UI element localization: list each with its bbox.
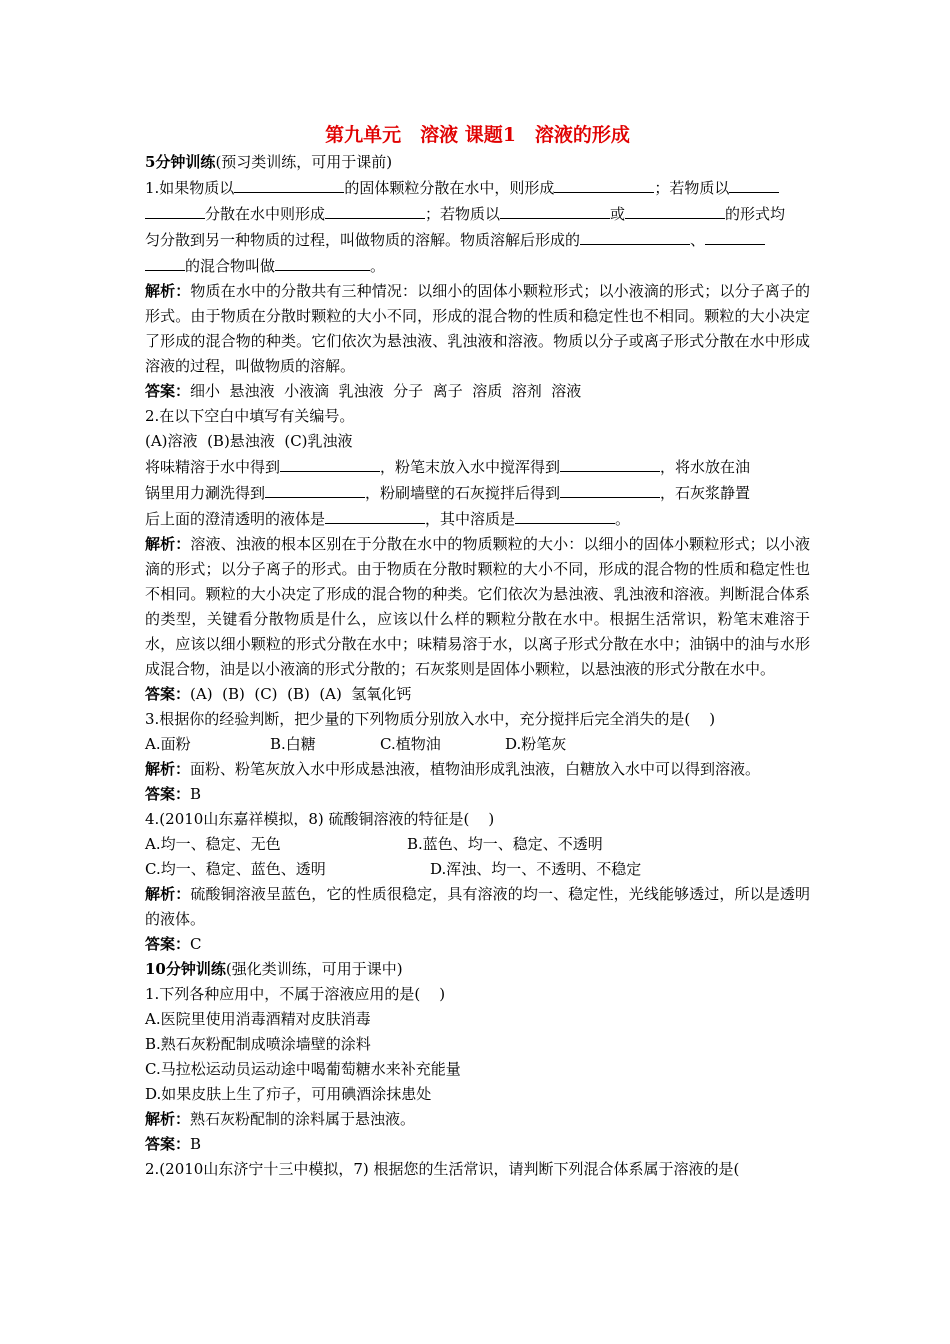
- answer-blank[interactable]: [145, 201, 205, 219]
- question-2-line-2: 锅里用力涮洗得到 ，粉刷墙壁的石灰搅拌后得到 ，石灰浆静置: [145, 480, 810, 506]
- question-1-line-3: 匀分散到另一种物质的过程，叫做物质的溶解。物质溶解后形成的 、: [145, 227, 810, 253]
- answer-blank[interactable]: [554, 175, 654, 193]
- answer-blank[interactable]: [275, 253, 370, 271]
- option-c[interactable]: C.均一、稳定、蓝色、透明: [145, 860, 326, 878]
- question-2-line-3: 后上面的澄清透明的液体是 ，其中溶质是 。: [145, 506, 810, 532]
- practice-2-stem: 2.(2010山东济宁十三中模拟，7) 根据您的生活常识，请判断下列混合体系属于溶液的是(: [145, 1160, 740, 1178]
- question-2-choices: (A)溶液 (B)悬浊液 (C)乳浊液: [145, 432, 353, 450]
- answer-blank[interactable]: [729, 175, 779, 193]
- answer: 答案：C: [145, 935, 202, 953]
- answer-blank[interactable]: [515, 506, 615, 524]
- page-title: 第九单元 溶液 课题1 溶液的形成: [325, 124, 630, 146]
- option-c[interactable]: C.植物油: [380, 735, 441, 753]
- answer: 答案：B: [145, 1135, 202, 1153]
- question-1-line-2: 分散在水中则形成 ；若物质以 或 的形式均: [145, 201, 810, 227]
- question-3-options: [145, 732, 810, 757]
- analysis: 解析：溶液、浊液的根本区别在于分散在水中的物质颗粒的大小：以细小的固体小颗粒形式；以小液滴的形式；以分子离子的形式。由于物质在分散时颗粒的大小不同，形成的混合物的性质和稳定性也不相同。颗粒的大小决定了形成的混合物的种类。它们依次为悬浊液、乳浊液和溶液。判断混合体系的类型，关键看分散物质是什么，应该以什么样的颗粒分散在水中。根据生活常识，粉笔末难溶于水，应该以细小颗粒的形式分散在水中；味精易溶于水，以离子形式分散在水中；油锅中的油与水形成混合物，油是以小液滴的形式分散的；石灰浆则是固体小颗粒，以悬浊液的形式分散在水中。: [145, 535, 810, 678]
- question-4-stem: 4.(2010山东嘉祥模拟，8) 硫酸铜溶液的特征是( ): [145, 810, 495, 828]
- question-4-options-ab: [145, 832, 810, 857]
- practice-1-stem: 1.下列各种应用中，不属于溶液应用的是( ): [145, 985, 446, 1003]
- section-heading: 10分钟训练(强化类训练，可用于课中): [145, 960, 403, 978]
- option-d[interactable]: D.浑浊、均一、不透明、不稳定: [430, 860, 642, 878]
- option-b[interactable]: B.白糖: [270, 735, 316, 753]
- analysis: 解析：物质在水中的分散共有三种情况：以细小的固体小颗粒形式；以小液滴的形式；以分子离子的形式。由于物质在分散时颗粒的大小不同，形成的混合物的性质和稳定性也不相同。颗粒的大小决定了形成的混合物的种类。它们依次为悬浊液、乳浊液和溶液。物质以分子或离子形式分散在水中形成溶液的过程，叫做物质的溶解。: [145, 282, 810, 375]
- question-1-line-1: 1.如果物质以 的固体颗粒分散在水中，则形成 ；若物质以: [145, 175, 810, 201]
- answer-blank[interactable]: [145, 253, 185, 271]
- section-heading: 5分钟训练(预习类训练，可用于课前): [145, 153, 393, 171]
- answer-blank[interactable]: [280, 454, 380, 472]
- option-a[interactable]: A.均一、稳定、无色: [145, 835, 281, 853]
- answer-blank[interactable]: [625, 201, 725, 219]
- answer: 答案：细小 悬浊液 小液滴 乳浊液 分子 离子 溶质 溶剂 溶液: [145, 382, 582, 400]
- answer: 答案：B: [145, 785, 202, 803]
- option-a[interactable]: A.面粉: [145, 735, 191, 753]
- answer-blank[interactable]: [560, 480, 660, 498]
- question-3-stem: 3.根据你的经验判断，把少量的下列物质分别放入水中，充分搅拌后完全消失的是( ): [145, 710, 716, 728]
- answer-blank[interactable]: [500, 201, 610, 219]
- option-a[interactable]: A.医院里使用消毒酒精对皮肤消毒: [145, 1010, 371, 1028]
- question-4-options-cd: [145, 857, 810, 882]
- option-d[interactable]: D.粉笔灰: [505, 735, 567, 753]
- answer-blank[interactable]: [705, 227, 765, 245]
- answer-blank[interactable]: [325, 201, 425, 219]
- answer-blank[interactable]: [265, 480, 365, 498]
- document-page: [145, 120, 810, 1182]
- answer: 答案：(A) (B) (C) (B) (A) 氢氧化钙: [145, 685, 412, 703]
- analysis: 解析：硫酸铜溶液呈蓝色，它的性质很稳定，具有溶液的均一、稳定性，光线能够透过，所以是透明的液体。: [145, 885, 810, 928]
- question-2-line-1: 将味精溶于水中得到 ，粉笔末放入水中搅浑得到 ，将水放在油: [145, 454, 810, 480]
- option-b[interactable]: B.蓝色、均一、稳定、不透明: [407, 835, 603, 853]
- option-c[interactable]: C.马拉松运动员运动途中喝葡萄糖水来补充能量: [145, 1060, 461, 1078]
- analysis: 解析：面粉、粉笔灰放入水中形成悬浊液，植物油形成乳浊液，白糖放入水中可以得到溶液。: [145, 760, 761, 778]
- option-d[interactable]: D.如果皮肤上生了疖子，可用碘酒涂抹患处: [145, 1085, 432, 1103]
- analysis: 解析：熟石灰粉配制的涂料属于悬浊液。: [145, 1110, 416, 1128]
- answer-blank[interactable]: [580, 227, 690, 245]
- question-2-stem: 2.在以下空白中填写有关编号。: [145, 407, 355, 425]
- question-1-line-4: 的混合物叫做 。: [145, 253, 810, 279]
- answer-blank[interactable]: [325, 506, 425, 524]
- option-b[interactable]: B.熟石灰粉配制成喷涂墙壁的涂料: [145, 1035, 371, 1053]
- answer-blank[interactable]: [234, 175, 344, 193]
- answer-blank[interactable]: [560, 454, 660, 472]
